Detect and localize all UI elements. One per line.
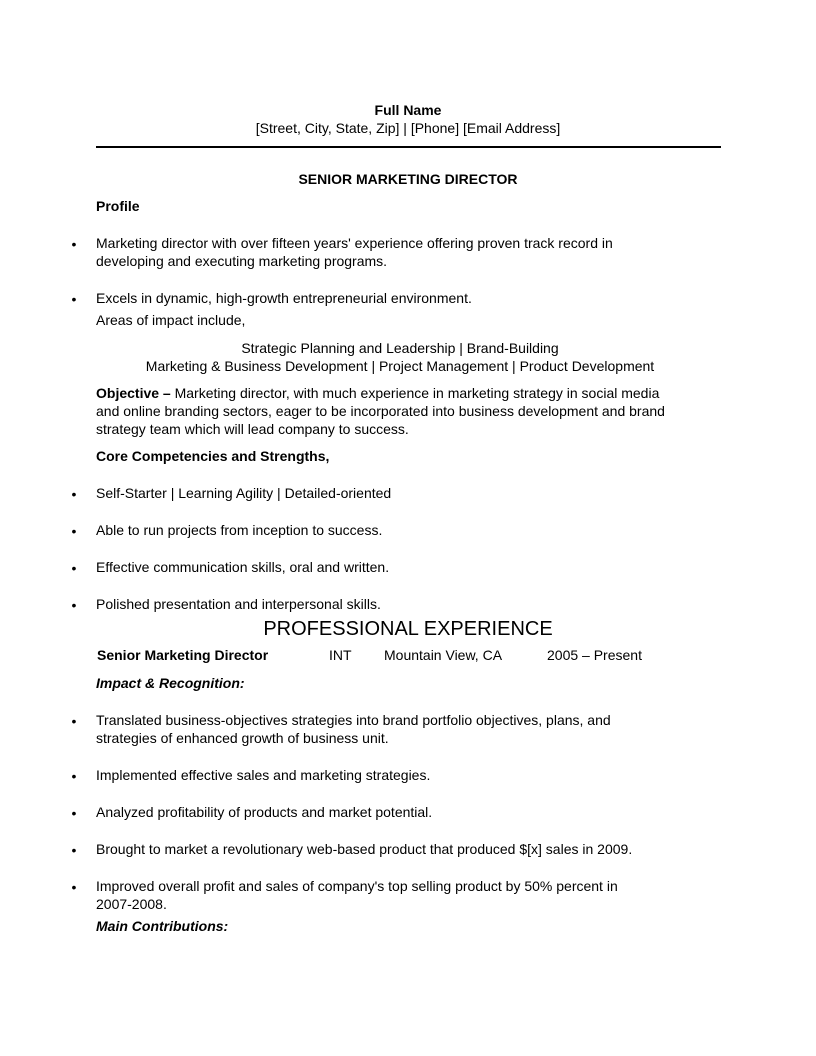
competencies-heading: Core Competencies and Strengths,	[96, 448, 330, 464]
impact-item-5-line-2: 2007-2008.	[96, 896, 167, 912]
profile-bullet-2-line-2: Areas of impact include,	[96, 312, 246, 328]
impact-areas-line-1: Strategic Planning and Leadership | Brand-Building	[241, 340, 559, 356]
bullet-dot-icon: •	[71, 768, 77, 784]
impact-item-3: Analyzed profitability of products and market potential.	[96, 804, 433, 820]
competency-item: Self-Starter | Learning Agility | Detailed-oriented	[96, 485, 392, 501]
impact-heading: Impact & Recognition:	[96, 675, 245, 691]
job-title: Senior Marketing Director	[97, 647, 269, 663]
objective-label: Objective –	[96, 385, 171, 401]
job-company: INT	[329, 647, 352, 663]
impact-areas-line-2: Marketing & Business Development | Project Management | Product Development	[145, 358, 655, 374]
bullet-dot-icon: •	[71, 523, 77, 539]
profile-bullet-1-line-2: developing and executing marketing programs.	[96, 253, 388, 269]
impact-item-1-line-1: Translated business-objectives strategies into brand portfolio objectives, plans, and	[96, 712, 611, 728]
objective-line-3: strategy team which will lead company to success.	[96, 421, 409, 437]
full-name: Full Name	[374, 102, 442, 118]
job-dates: 2005 – Present	[547, 647, 642, 663]
profile-heading: Profile	[96, 198, 140, 214]
bullet-dot-icon: •	[71, 805, 77, 821]
impact-item-1-line-2: strategies of enhanced growth of business unit.	[96, 730, 389, 746]
job-location: Mountain View, CA	[384, 647, 503, 663]
bullet-dot-icon: •	[71, 879, 77, 895]
impact-item-2: Implemented effective sales and marketing strategies.	[96, 767, 431, 783]
objective-text: Marketing director, with much experience in marketing strategy in social media	[170, 385, 660, 401]
experience-heading: PROFESSIONAL EXPERIENCE	[263, 618, 553, 640]
impact-item-5-line-1: Improved overall profit and sales of company's top selling product by 50% percent in	[96, 878, 618, 894]
bullet-dot-icon: •	[71, 842, 77, 858]
bullet-dot-icon: •	[71, 597, 77, 613]
impact-item-4: Brought to market a revolutionary web-based product that produced $[x] sales in 2009.	[96, 841, 633, 857]
resume-title: SENIOR MARKETING DIRECTOR	[298, 171, 518, 187]
competency-item: Effective communication skills, oral and written.	[96, 559, 390, 575]
contact-info: [Street, City, State, Zip] | [Phone] [Email Address]	[255, 120, 561, 136]
competency-item: Polished presentation and interpersonal skills.	[96, 596, 381, 612]
bullet-dot-icon: •	[71, 486, 77, 502]
bullet-dot-icon: •	[71, 713, 77, 729]
profile-bullet-1-line-1: Marketing director with over fifteen years' experience offering proven track record in	[96, 235, 613, 251]
profile-bullet-2-line-1: Excels in dynamic, high-growth entrepreneurial environment.	[96, 290, 472, 306]
bullet-dot-icon: •	[71, 560, 77, 576]
objective-line-1	[96, 384, 659, 402]
header-divider	[96, 146, 721, 148]
objective-line-2: and online branding sectors, eager to be incorporated into business development and brand	[96, 403, 665, 419]
bullet-dot-icon: •	[71, 291, 77, 307]
bullet-dot-icon: •	[71, 236, 77, 252]
contributions-heading: Main Contributions:	[96, 918, 229, 934]
competency-item: Able to run projects from inception to success.	[96, 522, 383, 538]
